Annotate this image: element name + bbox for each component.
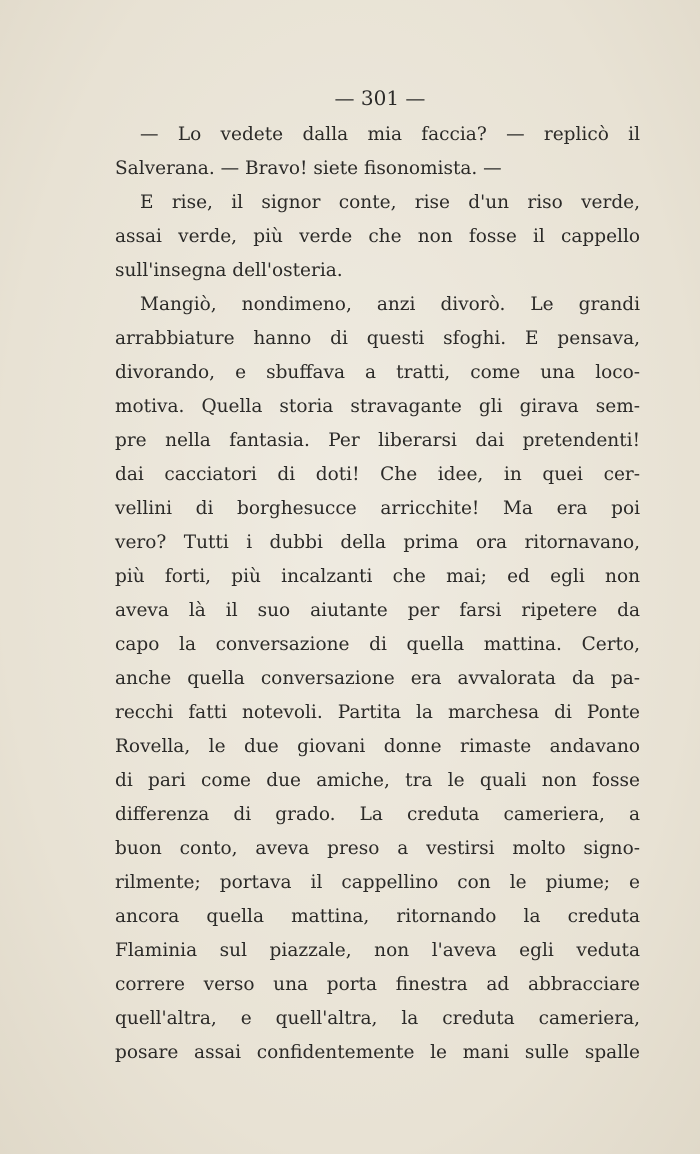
text-line: Mangiò, nondimeno, anzi divorò. Le grandi (140, 294, 640, 315)
body-text (115, 118, 640, 1070)
text-line: quell'altra, e quell'altra, la creduta cameriera, (115, 1008, 640, 1029)
text-line: differenza di grado. La creduta cameriera, a (115, 804, 640, 825)
text-line: vellini di borghesucce arricchite! Ma era poi (115, 498, 640, 519)
text-line: recchi fatti notevoli. Partita la marchesa di Ponte (115, 702, 640, 723)
text-line: anche quella conversazione era avvalorata da pa- (115, 668, 640, 689)
text-line: assai verde, più verde che non fosse il cappello (115, 226, 640, 247)
text-line: ancora quella mattina, ritornando la creduta (115, 906, 640, 927)
text-line: correre verso una porta finestra ad abbracciare (115, 974, 640, 995)
page-number: — 301 — (334, 86, 426, 110)
text-line: Flaminia sul piazzale, non l'aveva egli veduta (115, 940, 640, 961)
text-line: rilmente; portava il cappellino con le piume; e (115, 872, 640, 893)
text-line: di pari come due amiche, tra le quali non fosse (115, 770, 640, 791)
text-line: vero? Tutti i dubbi della prima ora ritornavano, (115, 532, 640, 553)
text-line: sull'insegna dell'osteria. (115, 260, 343, 281)
text-line: pre nella fantasia. Per liberarsi dai pretendenti! (115, 430, 640, 451)
text-line: — Lo vedete dalla mia faccia? — replicò il (140, 124, 640, 145)
text-line: Rovella, le due giovani donne rimaste andavano (115, 736, 640, 757)
text-line: Salverana. — Bravo! siete fisonomista. — (115, 158, 502, 179)
text-line: più forti, più incalzanti che mai; ed egli non (115, 566, 640, 587)
text-line: posare assai confidentemente le mani sulle spalle (115, 1042, 640, 1063)
text-line: E rise, il signor conte, rise d'un riso verde, (140, 192, 640, 213)
text-line: buon conto, aveva preso a vestirsi molto signo- (115, 838, 640, 859)
text-line: arrabbiature hanno di questi sfoghi. E pensava, (115, 328, 640, 349)
text-line: aveva là il suo aiutante per farsi ripetere da (115, 600, 640, 621)
text-line: dai cacciatori di doti! Che idee, in quei cer- (115, 464, 640, 485)
text-line: capo la conversazione di quella mattina. Certo, (115, 634, 640, 655)
text-line: motiva. Quella storia stravagante gli girava sem- (115, 396, 640, 417)
text-line: divorando, e sbuffava a tratti, come una loco- (115, 362, 640, 383)
